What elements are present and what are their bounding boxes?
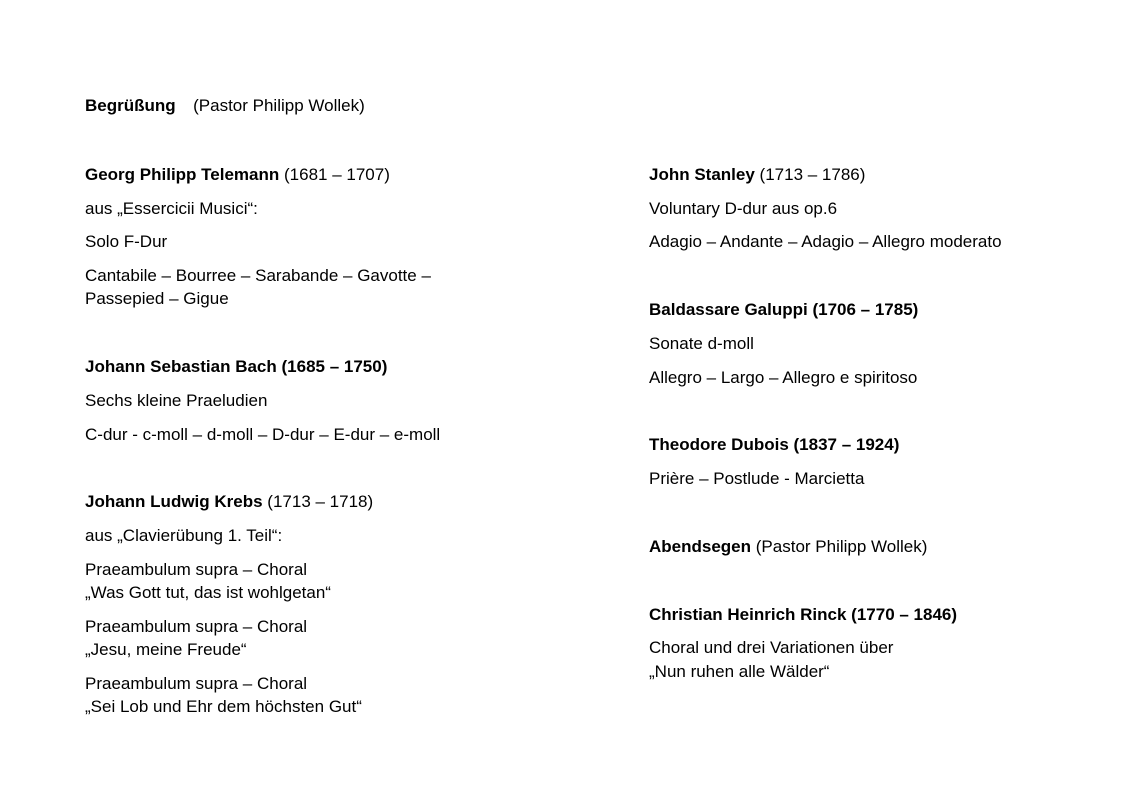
krebs-source: aus „Clavierübung 1. Teil“: (85, 526, 283, 545)
opening-title: Begrüßung (85, 96, 176, 115)
telemann-movements-2: Passepied – Gigue (85, 289, 229, 308)
galuppi-work: Sonate d-moll (649, 334, 754, 353)
bach-dates: (1685 – 1750) (281, 357, 388, 376)
krebs-piece-3-chorale: „Sei Lob und Ehr dem höchsten Gut“ (85, 697, 362, 716)
galuppi-composer: Baldassare Galuppi (649, 300, 808, 319)
galuppi-dates: (1706 – 1785) (812, 300, 919, 319)
bach-composer: Johann Sebastian Bach (85, 357, 277, 376)
galuppi-movements: Allegro – Largo – Allegro e spiritoso (649, 368, 918, 387)
bach-heading (85, 355, 387, 378)
rinck-composer: Christian Heinrich Rinck (649, 605, 847, 624)
stanley-movements: Adagio – Andante – Adagio – Allegro moderato (649, 232, 1002, 251)
rinck-work-1: Choral und drei Variationen über (649, 638, 894, 657)
telemann-source: aus „Essercicii Musici“: (85, 199, 258, 218)
telemann-work: Solo F-Dur (85, 232, 168, 251)
krebs-heading (85, 490, 373, 513)
rinck-work-2: „Nun ruhen alle Wälder“ (649, 662, 830, 681)
dubois-dates: (1837 – 1924) (793, 435, 900, 454)
dubois-heading (649, 433, 899, 456)
telemann-heading (85, 163, 390, 186)
telemann-movements-1: Cantabile – Bourree – Sarabande – Gavotte – (85, 266, 431, 285)
krebs-dates: (1713 – 1718) (267, 492, 374, 511)
opening-line (85, 94, 365, 117)
blessing-speaker: (Pastor Philipp Wollek) (755, 537, 928, 556)
telemann-composer: Georg Philipp Telemann (85, 165, 280, 184)
krebs-piece-2-chorale: „Jesu, meine Freude“ (85, 640, 247, 659)
krebs-piece-2-title: Praeambulum supra – Choral (85, 617, 308, 636)
rinck-dates: (1770 – 1846) (851, 605, 958, 624)
rinck-heading (649, 603, 957, 626)
stanley-composer: John Stanley (649, 165, 755, 184)
krebs-piece-1-title: Praeambulum supra – Choral (85, 560, 308, 579)
stanley-dates: (1713 – 1786) (759, 165, 866, 184)
galuppi-heading (649, 298, 918, 321)
bach-work: Sechs kleine Praeludien (85, 391, 268, 410)
krebs-piece-1-chorale: „Was Gott tut, das ist wohlgetan“ (85, 583, 331, 602)
bach-keys: C-dur - c-moll – d-moll – D-dur – E-dur – e-moll (85, 425, 441, 444)
krebs-piece-3-title: Praeambulum supra – Choral (85, 674, 308, 693)
opening-speaker: (Pastor Philipp Wollek) (193, 96, 365, 115)
blessing-line (649, 535, 927, 558)
telemann-dates: (1681 – 1707) (284, 165, 390, 184)
dubois-works: Prière – Postlude - Marcietta (649, 469, 865, 488)
krebs-composer: Johann Ludwig Krebs (85, 492, 263, 511)
stanley-heading (649, 163, 865, 186)
blessing-title: Abendsegen (649, 537, 752, 556)
dubois-composer: Theodore Dubois (649, 435, 789, 454)
stanley-work: Voluntary D-dur aus op.6 (649, 199, 838, 218)
